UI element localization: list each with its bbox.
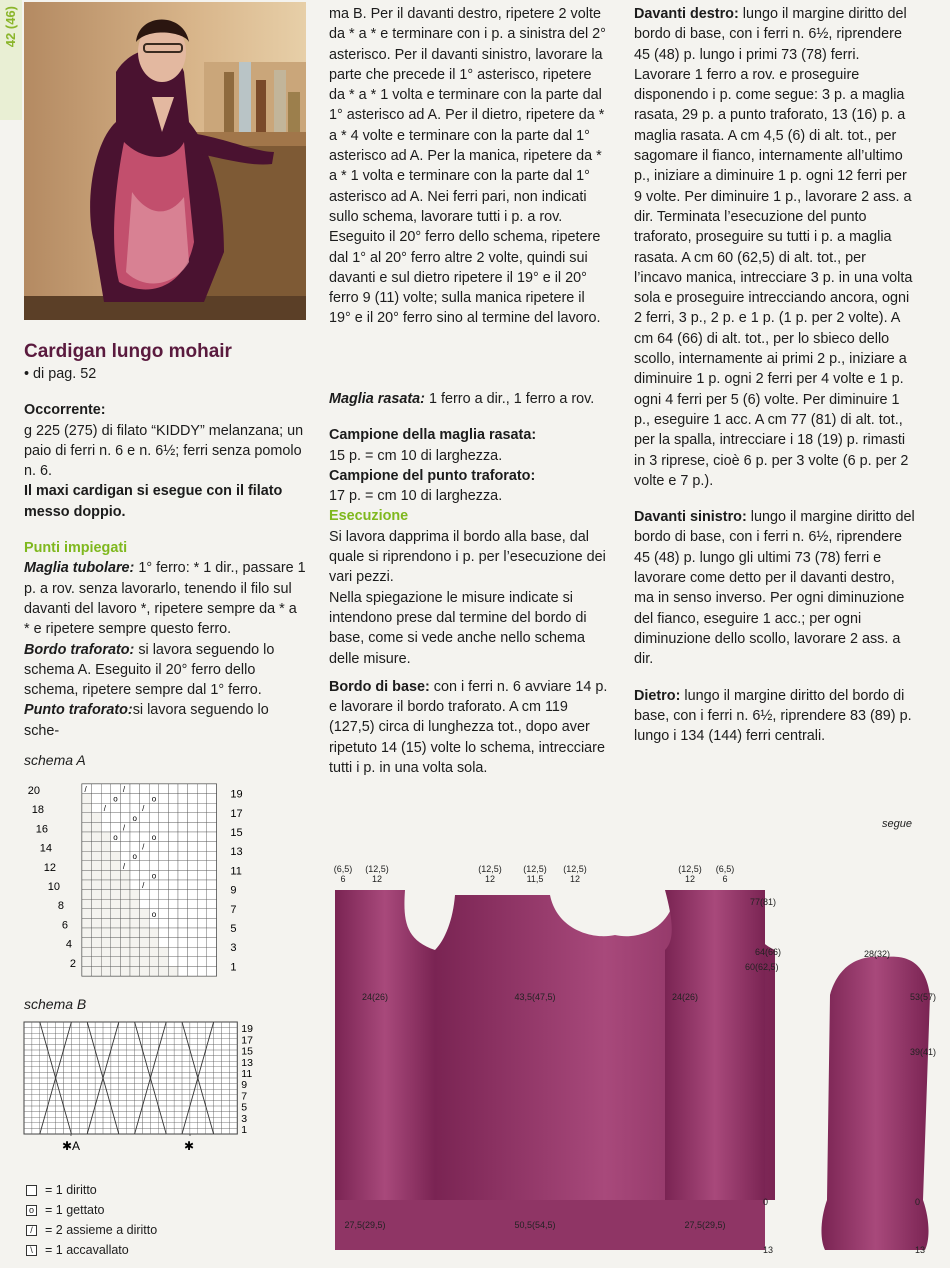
stockinette-stitch: Maglia rasata: 1 ferro a dir., 1 ferro a rov. — [329, 391, 595, 407]
measure-label: 12 — [371, 874, 383, 884]
schema-b-row-number: 11 — [241, 1068, 253, 1080]
svg-text:o: o — [151, 871, 157, 881]
gauge-openwork-heading: Campione del punto traforato: — [329, 467, 536, 484]
double-yarn-note: Il maxi cardigan si esegue con il filato messo doppio. — [24, 483, 283, 520]
measure-label: 12 — [484, 874, 496, 884]
pattern-title: Cardigan lungo mohair — [24, 341, 232, 362]
right-front: Davanti destro: lungo il margine diritto del bordo di base, con i ferri n. 6½, riprendere 45 (48) p. lungo i primi 73 (78) ferri. Lavorare 1 ferro a rov. e proseguire disponendo i p. come segue: 3 p. a maglia rasata, 29 p. a punto traforato, 13 (16) p. a maglia rasata. A cm 4,5 (6) di alt. tot., per sagomare il fianco, internamente all’ultimo p., iniziare a diminuire 1 p. ogni 12 ferri per 9 volte. Per diminuire 1 p., lavorare 2 ass. a dir. Terminata l’esecuzione del punto traforato, proseguire su tutti i p. a maglia rasata. A cm 60 (62,5) di alt. tot., per l’incavo manica, intrecciare 3 p. in una volta sola e proseguire intrecciando ancora, ogni 2 ferri, 3 p., 2 p. e 1 p. (1 p. per 2 volte). A cm 64 (66) di alt. tot., per lo sbieco dello scollo, internamente ai primi 2 p., iniziare a diminuire 1 p. ogni 2 ferri per 4 volte e 1 p. ogni 4 ferri per 5 (6) volte. Per diminuire 1 p., eseguire 1 acc. A cm 77 (81) di alt. tot., per la spalla, intrecciare i 18 (19) p. rimasti in 3 riprese, cioè 6 p. per 3 volte (6 p. per 2 volte e 7 p.). — [634, 6, 913, 489]
schema-a-row-number: 9 — [230, 884, 237, 897]
measure-label: 12 — [569, 874, 581, 884]
legend-item: \ = 1 accavallato — [26, 1240, 157, 1260]
schema-b-row-number: 19 — [241, 1023, 253, 1036]
materials-heading: Occorrente: — [24, 402, 106, 419]
schema-a-row-number: 12 — [43, 861, 56, 874]
column-right — [634, 4, 916, 746]
measure-label: 13 — [915, 1245, 926, 1255]
measure-label: 6 — [722, 874, 728, 884]
empty-square-icon — [26, 1185, 37, 1196]
svg-text:/: / — [122, 861, 126, 871]
svg-text:o: o — [113, 794, 118, 804]
measure-label: (12,5) — [678, 864, 702, 874]
schema-a-row-number: 7 — [230, 903, 237, 916]
page-number: 42 (46) — [3, 6, 18, 48]
schema-a-label: schema A — [24, 752, 86, 768]
continued-label: segue — [882, 818, 912, 830]
measure-label: (12,5) — [563, 864, 587, 874]
schema-a-row-number: 16 — [35, 823, 48, 836]
measure-label: 24(26) — [671, 992, 699, 1002]
svg-text:/: / — [122, 785, 126, 794]
schema-a-row-number: 17 — [230, 807, 243, 820]
schema-b-row-number: 1 — [241, 1124, 248, 1136]
schema-b-row-number: 15 — [241, 1045, 253, 1058]
measure-label: 77(81) — [750, 897, 777, 907]
stitches-heading: Punti impiegati — [24, 540, 128, 557]
measure-label: (12,5) — [478, 864, 502, 874]
schema-b-row-number: 9 — [241, 1079, 248, 1092]
model-photo — [24, 2, 306, 320]
gauge-stockinette-heading: Campione della maglia rasata: — [329, 427, 537, 444]
schema-a-row-number: 6 — [61, 919, 68, 932]
schema-b-label: schema B — [24, 996, 87, 1012]
schema-a-row-number: 19 — [230, 788, 243, 801]
measure-label: 0 — [763, 1197, 769, 1207]
schema-a-row-number: 20 — [27, 785, 40, 797]
svg-text:/: / — [142, 842, 145, 852]
svg-text:o: o — [151, 909, 157, 919]
svg-text:o: o — [151, 833, 157, 842]
column-left — [24, 340, 306, 739]
measure-label: 13 — [763, 1245, 774, 1255]
measure-label: 0 — [915, 1197, 921, 1207]
legend-item: o = 1 gettato — [26, 1200, 157, 1220]
svg-text:o: o — [113, 833, 118, 842]
schema-b-row-number: 3 — [241, 1112, 248, 1125]
measure-label: (12,5) — [365, 864, 389, 874]
svg-text:o: o — [132, 813, 137, 823]
legend-item: = 1 diritto — [26, 1180, 157, 1200]
yarn-over-icon: o — [26, 1205, 37, 1216]
marker-star: ✱ — [184, 1139, 195, 1153]
measure-label: (6,5) — [333, 864, 353, 874]
gauge-openwork-text: 17 p. = cm 10 di larghezza. — [329, 488, 503, 505]
schema-b-row-number: 5 — [241, 1101, 248, 1114]
symbol-legend — [26, 1180, 157, 1260]
column-middle — [329, 4, 610, 778]
execution-p2: Nella spiegazione le misure indicate si intendono prese dal termine del bordo di base, come si vede anche nello schema delle misure. — [329, 589, 587, 667]
page-number-tab — [0, 0, 22, 120]
marker-a: ✱A — [62, 1139, 81, 1153]
schema-a-row-number: 5 — [230, 923, 237, 935]
measure-label: 60(62,5) — [745, 962, 779, 972]
legend-item: / = 2 assieme a diritto — [26, 1220, 157, 1240]
schema-a-row-number: 4 — [65, 938, 72, 951]
measurement-diagram — [325, 860, 945, 1260]
skp-icon: \ — [26, 1245, 37, 1256]
schema-a-row-number: 14 — [39, 842, 52, 855]
svg-text:o: o — [132, 852, 137, 862]
schema-a-row-number: 2 — [69, 957, 76, 970]
left-front: Davanti sinistro: lungo il margine diritto del bordo di base, con i ferri n. 6½, riprendere 45 (48) p. lungo gli ultimi 73 (78) ferri e lavorare come detto per il davanti destro, ma in senso inverso. Per ogni diminuzione del fianco, eseguire 1 acc.; per ogni diminuzione dello scollo, lavorare 2 ass. a dir. — [634, 509, 915, 668]
measure-label: 50,5(54,5) — [514, 1220, 556, 1230]
right-front-piece — [665, 890, 765, 1200]
svg-text:/: / — [142, 881, 145, 890]
measure-label: 11,5 — [526, 874, 544, 884]
materials-text: g 225 (275) di filato “KIDDY” melanzana; un paio di ferri n. 6 e n. 6½; ferri senza pomolo n. 6. — [24, 422, 304, 480]
gauge-stockinette-text: 15 p. = cm 10 di larghezza. — [329, 447, 503, 464]
measure-label: 39(41) — [910, 1047, 937, 1057]
svg-text:/: / — [142, 804, 145, 814]
execution-heading: Esecuzione — [329, 508, 409, 525]
openwork-stitch-continued: ma B. Per il davanti destro, ripetere 2 volte da * a * e terminare con i p. a sinistra del 2° asterisco. Per il davanti sinistro, lavorare la parte che precede il 1° asterisco, ripetere da * a * 1 volta e terminare con la parte dal 1° asterisco ad A. Per il dietro, ripetere da * a * 4 volte e terminare con la parte dal 1° asterisco ad A. Per la manica, ripetere da * a * 1 volta e terminare con la parte dal 1° asterisco ad A. Nei ferri pari, non indicati sullo schema, lavorare tutti i p. a rov. Eseguito il 20° ferro dello schema, ripetere dal 1° al 20° ferro altre 2 volte, quindi sui davanti e sul dietro ripetere il 19° e il 20° ferro 9 (11) volte; sulla manica ripetere il 19° e il 20° ferro sino al termine del lavoro. — [329, 6, 606, 327]
measure-label: 53(57) — [910, 992, 937, 1002]
schema-a-row-number: 1 — [230, 961, 237, 974]
schema-a-row-number: 3 — [230, 942, 237, 955]
measure-label: 27,5(29,5) — [684, 1220, 726, 1230]
schema-a-row-number: 18 — [31, 804, 44, 817]
left-front-piece — [335, 890, 435, 1200]
measure-label: 28(32) — [863, 949, 891, 959]
page-reference: • di pag. 52 — [24, 366, 97, 382]
svg-text:o: o — [151, 794, 157, 804]
schema-a-row-number: 10 — [47, 881, 60, 893]
schema-a-row-number: 8 — [57, 900, 64, 913]
schema-b-row-number: 13 — [241, 1056, 253, 1069]
base-border: Bordo di base: con i ferri n. 6 avviare 14 p. e lavorare il bordo traforato. A cm 119 (127,5) circa di lunghezza tot., dopo aver ripetuto 14 (15) volte lo schema, intrecciare tutti i p. in una volta sola. — [329, 678, 608, 777]
openwork-stitch-start: Punto traforato:si lavora seguendo lo sche- — [24, 702, 269, 739]
tubular-stitch: Maglia tubolare: 1° ferro: * 1 dir., passare 1 p. a rov. senza lavorarlo, tenendo il filo sul davanti del lavoro *, ripetere sempre da * a * e ripetere sempre questo ferro. — [24, 560, 306, 638]
svg-text:/: / — [122, 823, 126, 833]
measure-label: 64(66) — [755, 947, 782, 957]
measure-label: 12 — [684, 874, 696, 884]
openwork-border: Bordo traforato: si lavora seguendo lo schema A. Eseguito il 20° ferro dello schema, ripetere sempre dal 1° ferro. — [24, 641, 275, 699]
schema-a-chart — [22, 776, 262, 986]
measure-label: 24(26) — [361, 992, 389, 1002]
schema-b-row-number: 7 — [241, 1090, 248, 1103]
measure-label: (12,5) — [523, 864, 547, 874]
schema-b-row-number: 17 — [241, 1034, 253, 1047]
schema-b-chart — [22, 1018, 272, 1154]
execution-p1: Si lavora dapprima il bordo alla base, dal quale si riprendono i p. per l’esecuzione dei vari pezzi. — [329, 528, 606, 586]
measure-label: (6,5) — [715, 864, 735, 874]
back-piece: Dietro: lungo il margine diritto del bordo di base, con i ferri n. 6½, riprendere 83 (89) p. lungo i 134 (144) ferri centrali. — [634, 687, 912, 745]
measure-label: 6 — [340, 874, 346, 884]
schema-a-row-number: 11 — [230, 865, 242, 878]
svg-text:/: / — [103, 804, 106, 814]
measure-label: 43,5(47,5) — [514, 992, 556, 1002]
measure-label: 27,5(29,5) — [344, 1220, 386, 1230]
schema-a-row-number: 13 — [230, 846, 243, 859]
schema-a-row-number: 15 — [230, 827, 243, 839]
k2tog-icon: / — [26, 1225, 37, 1236]
svg-text:/: / — [84, 785, 87, 794]
